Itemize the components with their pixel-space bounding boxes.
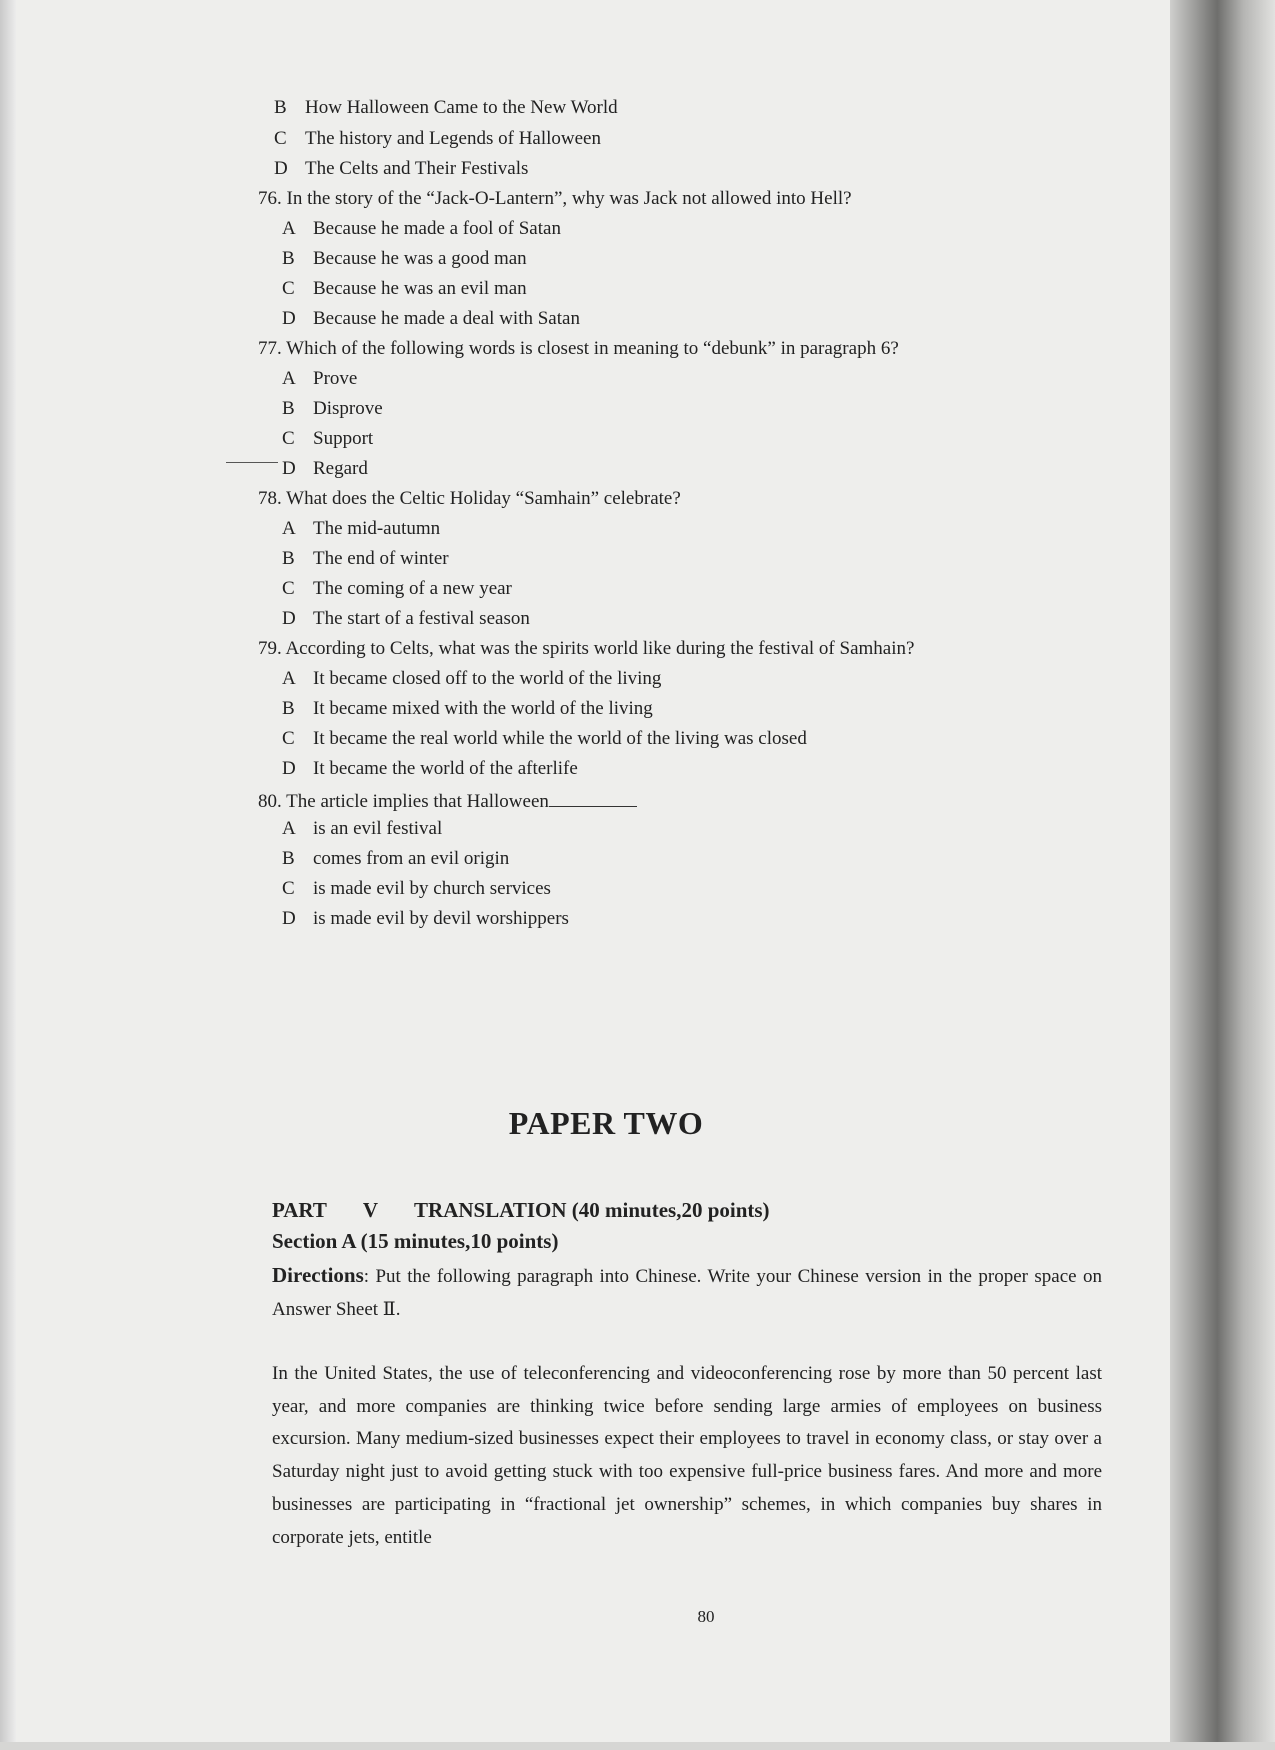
question-78-stem: 78. What does the Celtic Holiday “Samhain” celebrate? bbox=[258, 488, 681, 509]
q77-option-c: C Support bbox=[282, 428, 374, 449]
page-number: 80 bbox=[697, 1607, 715, 1626]
q78-option-a: A The mid-autumn bbox=[282, 518, 441, 539]
part-heading: PART V TRANSLATION (40 minutes,20 points) bbox=[272, 1198, 770, 1222]
q79-option-c: C It became the real world while the world of the living was closed bbox=[282, 728, 807, 749]
scan-bottom-edge bbox=[0, 1742, 1275, 1750]
pencil-mark bbox=[226, 462, 278, 463]
q75-option-d: D The Celts and Their Festivals bbox=[274, 158, 529, 179]
q80-option-b: B comes from an evil origin bbox=[282, 848, 510, 869]
answer-blank bbox=[549, 788, 637, 807]
question-79-stem: 79. According to Celts, what was the spirits world like during the festival of Samhain? bbox=[258, 638, 915, 659]
q75-option-c: C The history and Legends of Halloween bbox=[274, 128, 601, 149]
q75-option-b: B How Halloween Came to the New World bbox=[274, 97, 618, 118]
section-heading: Section A (15 minutes,10 points) bbox=[272, 1229, 559, 1253]
directions-label: Directions bbox=[272, 1263, 364, 1287]
paper-title: PAPER TWO bbox=[508, 1105, 704, 1141]
q78-option-b: B The end of winter bbox=[282, 548, 449, 569]
scan-left-shadow bbox=[0, 0, 16, 1750]
q80-option-a: A is an evil festival bbox=[282, 818, 443, 839]
question-80-stem: 80. The article implies that Halloween bbox=[258, 788, 637, 813]
q76-option-c: C Because he was an evil man bbox=[282, 278, 527, 299]
directions-paragraph: Directions: Put the following paragraph into Chinese. Write your Chinese version in the proper space on Answer Sheet Ⅱ. bbox=[272, 1263, 1102, 1320]
q79-option-a: A It became closed off to the world of the living bbox=[282, 668, 662, 689]
book-spine-shadow bbox=[1170, 0, 1275, 1750]
q77-option-b: B Disprove bbox=[282, 398, 383, 419]
q77-option-a: A Prove bbox=[282, 368, 358, 389]
question-77-stem: 77. Which of the following words is closest in meaning to “debunk” in paragraph 6? bbox=[258, 338, 899, 359]
q76-option-b: B Because he was a good man bbox=[282, 248, 527, 269]
q76-option-a: A Because he made a fool of Satan bbox=[282, 218, 561, 239]
translation-passage: In the United States, the use of teleconferencing and videoconferencing rose by more than 50 percent last year, and more companies are thinking twice before sending large armies of employees on business excursion. Many medium-sized businesses expect their employees to travel in economy class, or stay over a Saturday night just to avoid getting stuck with too expensive full-price business fares. And more and more businesses are participating in “fractional jet ownership” schemes, in which companies buy shares in corporate jets, entitle bbox=[272, 1363, 1102, 1548]
q79-option-b: B It became mixed with the world of the living bbox=[282, 698, 653, 719]
q77-option-d: D Regard bbox=[282, 458, 368, 479]
q79-option-d: D It became the world of the afterlife bbox=[282, 758, 578, 779]
q78-option-d: D The start of a festival season bbox=[282, 608, 530, 629]
question-76-stem: 76. In the story of the “Jack-O-Lantern”, why was Jack not allowed into Hell? bbox=[258, 188, 852, 209]
q80-option-d: D is made evil by devil worshippers bbox=[282, 908, 569, 929]
q76-option-d: D Because he made a deal with Satan bbox=[282, 308, 580, 329]
q78-option-c: C The coming of a new year bbox=[282, 578, 512, 599]
document-page bbox=[16, 0, 1196, 1745]
q80-option-c: C is made evil by church services bbox=[282, 878, 551, 899]
